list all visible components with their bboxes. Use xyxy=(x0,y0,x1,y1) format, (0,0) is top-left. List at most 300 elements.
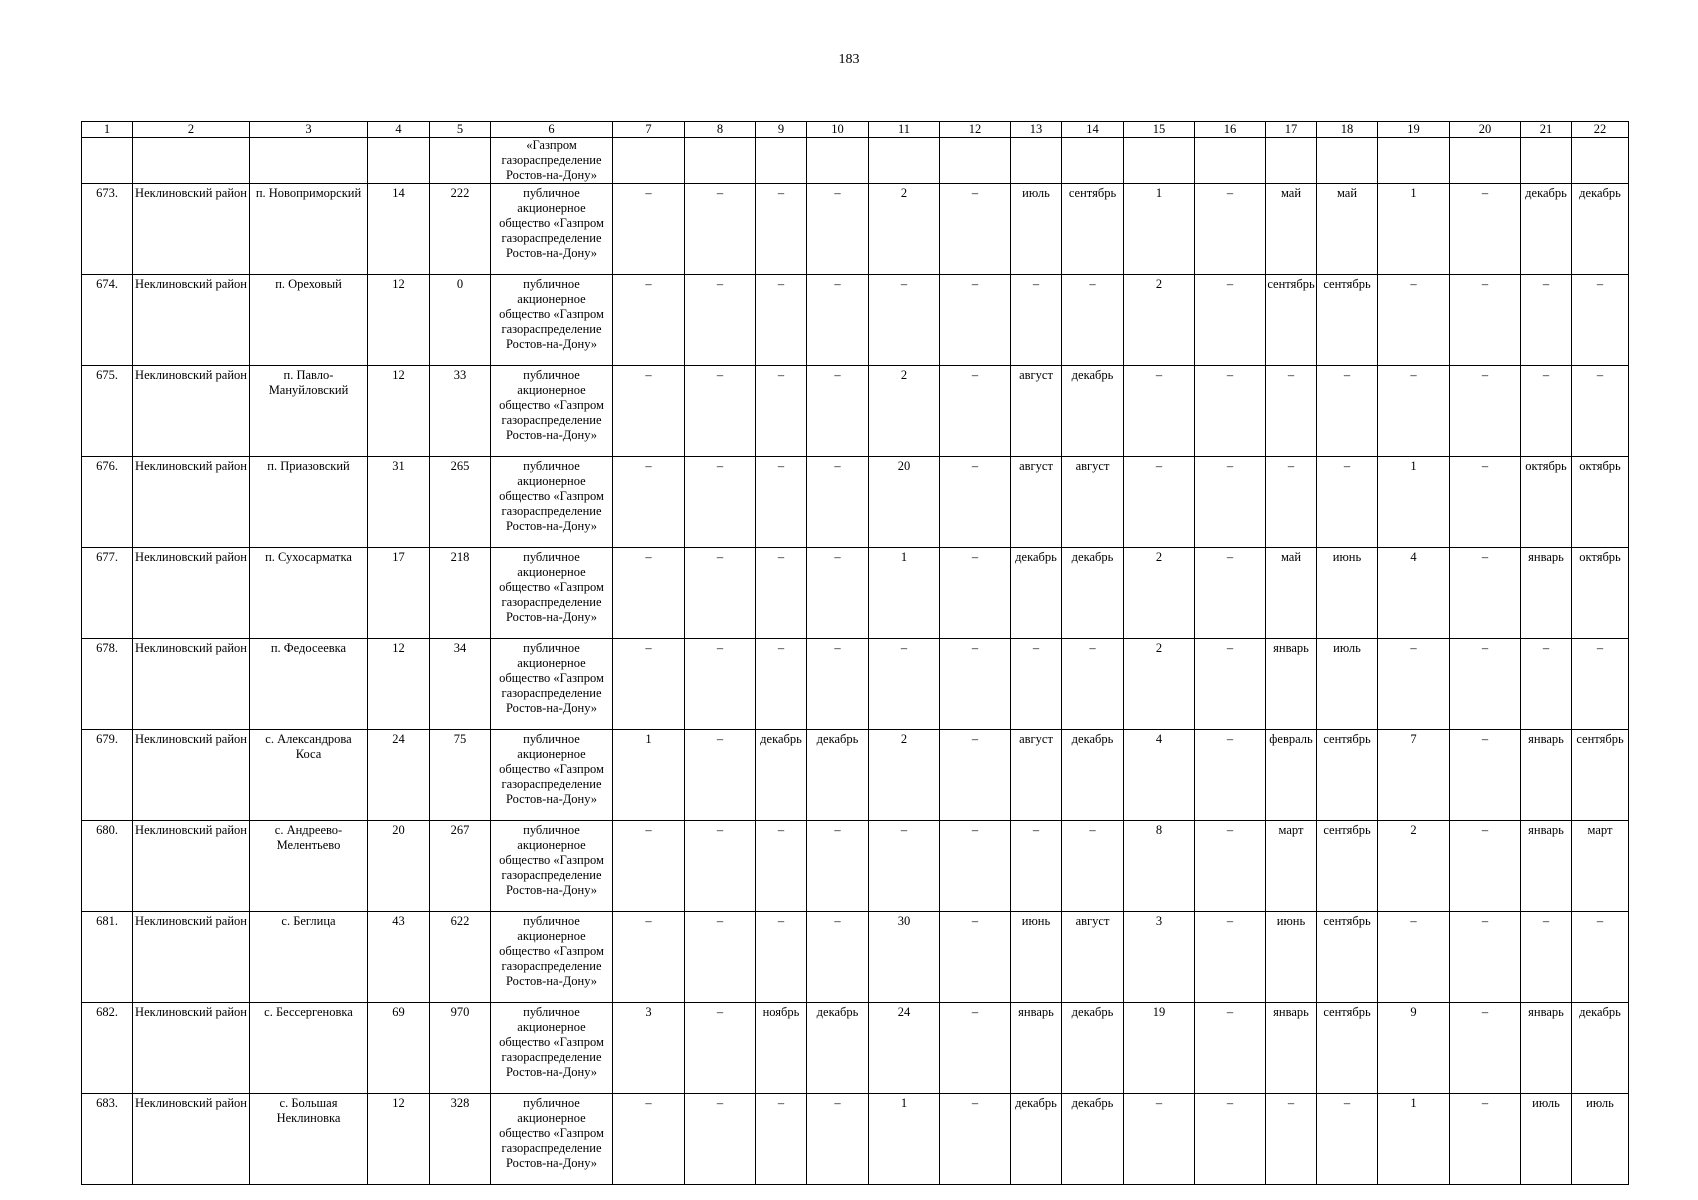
cell-value: – xyxy=(1317,366,1378,457)
cell-value: – xyxy=(1378,275,1450,366)
cell-value: – xyxy=(807,912,869,1003)
cell-value: – xyxy=(807,548,869,639)
cell-value: 2 xyxy=(1378,821,1450,912)
cell-value: – xyxy=(940,548,1011,639)
cell xyxy=(368,138,430,184)
cell-value: – xyxy=(685,730,756,821)
cell-value: – xyxy=(1266,457,1317,548)
cell-value: – xyxy=(685,366,756,457)
cell-value: декабрь xyxy=(1062,730,1124,821)
cell-value: – xyxy=(613,548,685,639)
cell-value: – xyxy=(756,548,807,639)
cell-value: март xyxy=(1266,821,1317,912)
column-number-cell: 20 xyxy=(1450,122,1521,138)
cell-value: 1 xyxy=(1378,457,1450,548)
table-row xyxy=(82,821,1629,912)
cell xyxy=(1521,138,1572,184)
cell-value: – xyxy=(940,912,1011,1003)
cell-value: 31 xyxy=(368,457,430,548)
cell-value: 1 xyxy=(1124,184,1195,275)
cell-value: – xyxy=(1572,912,1629,1003)
cell-value: декабрь xyxy=(1062,1003,1124,1094)
cell-index: 681. xyxy=(82,912,133,1003)
cell-value: декабрь xyxy=(1572,1003,1629,1094)
cell-organization: публичное акционерное общество «Газпром газораспределение Ростов-на-Дону» xyxy=(491,730,613,821)
cell-value: – xyxy=(1521,366,1572,457)
cell-value: – xyxy=(940,639,1011,730)
column-number-cell: 14 xyxy=(1062,122,1124,138)
cell-value: 20 xyxy=(869,457,940,548)
cell-value: – xyxy=(940,457,1011,548)
cell-value: – xyxy=(1521,639,1572,730)
cell-value: – xyxy=(756,821,807,912)
cell-value: – xyxy=(1450,548,1521,639)
cell-value: март xyxy=(1572,821,1629,912)
cell-settlement: с. Большая Неклиновка xyxy=(250,1094,368,1185)
cell-value: 20 xyxy=(368,821,430,912)
cell-index: 678. xyxy=(82,639,133,730)
table-row xyxy=(82,1003,1629,1094)
cell-value: – xyxy=(1450,1003,1521,1094)
cell-value: – xyxy=(613,821,685,912)
cell-value: 1 xyxy=(869,548,940,639)
cell-value: 30 xyxy=(869,912,940,1003)
column-number-cell: 15 xyxy=(1124,122,1195,138)
cell-value: 2 xyxy=(1124,639,1195,730)
cell-settlement: п. Сухосарматка xyxy=(250,548,368,639)
cell-value: 75 xyxy=(430,730,491,821)
cell xyxy=(133,138,250,184)
cell-value: – xyxy=(756,457,807,548)
cell-organization: публичное акционерное общество «Газпром газораспределение Ростов-на-Дону» xyxy=(491,1003,613,1094)
cell-value: – xyxy=(1195,184,1266,275)
cell-value: июль xyxy=(1317,639,1378,730)
cell xyxy=(1062,138,1124,184)
cell-organization: публичное акционерное общество «Газпром газораспределение Ростов-на-Дону» xyxy=(491,366,613,457)
cell-value: – xyxy=(1450,184,1521,275)
cell-index: 679. xyxy=(82,730,133,821)
cell xyxy=(756,138,807,184)
cell-value: – xyxy=(1572,639,1629,730)
cell xyxy=(807,138,869,184)
table-row xyxy=(82,912,1629,1003)
cell-value: – xyxy=(613,1094,685,1185)
cell-value: – xyxy=(869,821,940,912)
cell-value: – xyxy=(1062,275,1124,366)
cell-value: – xyxy=(685,275,756,366)
cell-value: – xyxy=(1062,821,1124,912)
cell-settlement: с. Беглица xyxy=(250,912,368,1003)
cell xyxy=(1378,138,1450,184)
gasification-schedule-table xyxy=(81,121,1629,1185)
cell xyxy=(1572,138,1629,184)
cell-value: 218 xyxy=(430,548,491,639)
cell xyxy=(613,138,685,184)
column-number-cell: 8 xyxy=(685,122,756,138)
cell-value: – xyxy=(1572,366,1629,457)
cell-value: – xyxy=(1317,1094,1378,1185)
cell-value: декабрь xyxy=(1062,548,1124,639)
cell-value: – xyxy=(1450,1094,1521,1185)
cell-value: – xyxy=(1195,366,1266,457)
column-number-cell: 19 xyxy=(1378,122,1450,138)
cell-value: – xyxy=(940,366,1011,457)
cell-value: январь xyxy=(1521,1003,1572,1094)
cell-value: – xyxy=(1124,457,1195,548)
table-row xyxy=(82,184,1629,275)
cell-value: 328 xyxy=(430,1094,491,1185)
cell-value: 3 xyxy=(613,1003,685,1094)
cell-value: 19 xyxy=(1124,1003,1195,1094)
cell xyxy=(1266,138,1317,184)
cell-settlement: с. Александрова Коса xyxy=(250,730,368,821)
table-row xyxy=(82,639,1629,730)
cell-value: август xyxy=(1011,457,1062,548)
column-number-cell: 7 xyxy=(613,122,685,138)
cell xyxy=(869,138,940,184)
cell-value: июль xyxy=(1572,1094,1629,1185)
cell-value: 2 xyxy=(869,366,940,457)
cell-value: 69 xyxy=(368,1003,430,1094)
cell-organization: публичное акционерное общество «Газпром газораспределение Ростов-на-Дону» xyxy=(491,548,613,639)
cell-value: 12 xyxy=(368,639,430,730)
cell-organization: публичное акционерное общество «Газпром газораспределение Ростов-на-Дону» xyxy=(491,821,613,912)
cell-value: – xyxy=(685,457,756,548)
cell-value: 7 xyxy=(1378,730,1450,821)
cell xyxy=(250,138,368,184)
cell-value: декабрь xyxy=(1521,184,1572,275)
cell xyxy=(1195,138,1266,184)
cell-value: август xyxy=(1011,366,1062,457)
cell-value: – xyxy=(1195,730,1266,821)
column-number-cell: 3 xyxy=(250,122,368,138)
cell-value: январь xyxy=(1266,1003,1317,1094)
cell-value: 24 xyxy=(869,1003,940,1094)
cell-value: – xyxy=(1124,1094,1195,1185)
cell-value: 970 xyxy=(430,1003,491,1094)
cell-value: – xyxy=(756,912,807,1003)
cell-organization: публичное акционерное общество «Газпром газораспределение Ростов-на-Дону» xyxy=(491,1094,613,1185)
cell-value: – xyxy=(1450,639,1521,730)
cell-value: 1 xyxy=(1378,1094,1450,1185)
cell-value: сентябрь xyxy=(1317,730,1378,821)
cell-value: – xyxy=(1195,548,1266,639)
cell-value: – xyxy=(1450,821,1521,912)
cell-value: сентябрь xyxy=(1266,275,1317,366)
cell-value: – xyxy=(1195,639,1266,730)
table-row xyxy=(82,366,1629,457)
table-row xyxy=(82,730,1629,821)
cell-value: июнь xyxy=(1011,912,1062,1003)
cell-value: – xyxy=(756,275,807,366)
cell-settlement: п. Ореховый xyxy=(250,275,368,366)
cell xyxy=(1011,138,1062,184)
column-number-cell: 5 xyxy=(430,122,491,138)
cell-district: Неклиновский район xyxy=(133,184,250,275)
cell-settlement: п. Федосеевка xyxy=(250,639,368,730)
cell-organization: «Газпром газораспределение Ростов-на-Дону» xyxy=(491,138,613,184)
cell-index: 675. xyxy=(82,366,133,457)
cell-index: 673. xyxy=(82,184,133,275)
cell-settlement: с. Андреево-Мелентьево xyxy=(250,821,368,912)
cell-value: декабрь xyxy=(1062,1094,1124,1185)
column-number-cell: 18 xyxy=(1317,122,1378,138)
cell-value: – xyxy=(613,639,685,730)
cell-organization: публичное акционерное общество «Газпром газораспределение Ростов-на-Дону» xyxy=(491,457,613,548)
cell-value: ноябрь xyxy=(756,1003,807,1094)
cell-value: июль xyxy=(1011,184,1062,275)
cell-value: – xyxy=(613,366,685,457)
cell-value: 43 xyxy=(368,912,430,1003)
cell-value: – xyxy=(613,912,685,1003)
cell-value: 0 xyxy=(430,275,491,366)
cell-value: 1 xyxy=(613,730,685,821)
cell-value: – xyxy=(1572,275,1629,366)
column-number-cell: 12 xyxy=(940,122,1011,138)
cell-value: январь xyxy=(1266,639,1317,730)
cell-district: Неклиновский район xyxy=(133,457,250,548)
cell-value: – xyxy=(869,275,940,366)
page-number: 183 xyxy=(838,52,860,67)
cell-value: – xyxy=(1195,1003,1266,1094)
cell-settlement: п. Павло-Мануйловский xyxy=(250,366,368,457)
cell-value: 267 xyxy=(430,821,491,912)
cell xyxy=(1317,138,1378,184)
cell-value: – xyxy=(1378,639,1450,730)
cell-value: – xyxy=(685,1003,756,1094)
cell-value: октябрь xyxy=(1521,457,1572,548)
cell-value: – xyxy=(1521,275,1572,366)
cell-value: 9 xyxy=(1378,1003,1450,1094)
cell-organization: публичное акционерное общество «Газпром газораспределение Ростов-на-Дону» xyxy=(491,184,613,275)
cell-value: – xyxy=(940,275,1011,366)
cell-value: декабрь xyxy=(807,1003,869,1094)
cell-value: август xyxy=(1011,730,1062,821)
cell-value: – xyxy=(807,184,869,275)
cell-value: сентябрь xyxy=(1317,912,1378,1003)
cell-value: – xyxy=(1011,639,1062,730)
cell-value: 17 xyxy=(368,548,430,639)
continuation-row xyxy=(82,138,1629,184)
cell-value: 33 xyxy=(430,366,491,457)
cell-organization: публичное акционерное общество «Газпром газораспределение Ростов-на-Дону» xyxy=(491,275,613,366)
cell-value: – xyxy=(756,366,807,457)
cell-organization: публичное акционерное общество «Газпром газораспределение Ростов-на-Дону» xyxy=(491,639,613,730)
cell-value: – xyxy=(756,184,807,275)
cell-value: 622 xyxy=(430,912,491,1003)
cell-value: 1 xyxy=(869,1094,940,1185)
cell-value: июнь xyxy=(1266,912,1317,1003)
cell-value: – xyxy=(1266,366,1317,457)
cell-value: – xyxy=(807,457,869,548)
cell-value: 222 xyxy=(430,184,491,275)
cell-value: – xyxy=(685,821,756,912)
cell-value: – xyxy=(685,639,756,730)
cell-value: январь xyxy=(1011,1003,1062,1094)
table-row xyxy=(82,275,1629,366)
cell-value: 265 xyxy=(430,457,491,548)
cell-district: Неклиновский район xyxy=(133,1003,250,1094)
cell-index: 682. xyxy=(82,1003,133,1094)
cell-value: – xyxy=(1062,639,1124,730)
cell-value: октябрь xyxy=(1572,457,1629,548)
cell-index: 676. xyxy=(82,457,133,548)
cell-value: – xyxy=(869,639,940,730)
cell-value: – xyxy=(1195,457,1266,548)
cell-value: май xyxy=(1317,184,1378,275)
cell-value: 3 xyxy=(1124,912,1195,1003)
column-number-cell: 21 xyxy=(1521,122,1572,138)
cell-value: – xyxy=(1521,912,1572,1003)
cell-value: – xyxy=(1124,366,1195,457)
cell-value: декабрь xyxy=(1572,184,1629,275)
cell-value: – xyxy=(613,457,685,548)
cell-value: декабрь xyxy=(1011,1094,1062,1185)
cell-value: июль xyxy=(1521,1094,1572,1185)
cell-value: – xyxy=(807,1094,869,1185)
cell-value: январь xyxy=(1521,821,1572,912)
cell-value: – xyxy=(685,548,756,639)
cell-value: декабрь xyxy=(1011,548,1062,639)
cell-value: 8 xyxy=(1124,821,1195,912)
cell-value: – xyxy=(1195,275,1266,366)
cell-district: Неклиновский район xyxy=(133,275,250,366)
cell-value: 2 xyxy=(869,184,940,275)
column-number-cell: 16 xyxy=(1195,122,1266,138)
column-number-cell: 10 xyxy=(807,122,869,138)
cell-value: – xyxy=(807,275,869,366)
cell-value: август xyxy=(1062,912,1124,1003)
cell-value: май xyxy=(1266,548,1317,639)
cell-index: 677. xyxy=(82,548,133,639)
cell-value: 2 xyxy=(1124,275,1195,366)
column-number-cell: 9 xyxy=(756,122,807,138)
cell-value: – xyxy=(807,366,869,457)
cell-value: декабрь xyxy=(756,730,807,821)
cell-value: – xyxy=(1450,366,1521,457)
column-number-cell: 2 xyxy=(133,122,250,138)
cell-value: сентябрь xyxy=(1062,184,1124,275)
column-number-cell: 6 xyxy=(491,122,613,138)
cell-district: Неклиновский район xyxy=(133,548,250,639)
column-number-row xyxy=(82,122,1629,138)
column-number-cell: 11 xyxy=(869,122,940,138)
cell-district: Неклиновский район xyxy=(133,821,250,912)
table-row xyxy=(82,548,1629,639)
cell-settlement: п. Приазовский xyxy=(250,457,368,548)
cell-value: – xyxy=(940,184,1011,275)
cell-value: 12 xyxy=(368,1094,430,1185)
cell-value: – xyxy=(1450,457,1521,548)
cell xyxy=(1124,138,1195,184)
cell-value: – xyxy=(1195,912,1266,1003)
cell-index: 683. xyxy=(82,1094,133,1185)
cell xyxy=(940,138,1011,184)
cell-value: 14 xyxy=(368,184,430,275)
cell-index: 674. xyxy=(82,275,133,366)
cell-value: – xyxy=(685,1094,756,1185)
cell-value: – xyxy=(756,639,807,730)
cell-value: – xyxy=(807,821,869,912)
cell-district: Неклиновский район xyxy=(133,912,250,1003)
cell-value: – xyxy=(1195,821,1266,912)
cell-settlement: п. Новоприморский xyxy=(250,184,368,275)
cell-value: сентябрь xyxy=(1317,275,1378,366)
cell-value: – xyxy=(1317,457,1378,548)
cell-value: 2 xyxy=(1124,548,1195,639)
column-number-cell: 22 xyxy=(1572,122,1629,138)
cell-value: – xyxy=(940,1003,1011,1094)
cell-value: – xyxy=(1266,1094,1317,1185)
cell-value: декабрь xyxy=(1062,366,1124,457)
column-number-cell: 13 xyxy=(1011,122,1062,138)
cell-value: сентябрь xyxy=(1317,1003,1378,1094)
cell-district: Неклиновский район xyxy=(133,639,250,730)
cell-value: – xyxy=(613,184,685,275)
cell-value: – xyxy=(1195,1094,1266,1185)
cell-index: 680. xyxy=(82,821,133,912)
cell-value: – xyxy=(1450,912,1521,1003)
cell-value: январь xyxy=(1521,548,1572,639)
cell-value: – xyxy=(940,730,1011,821)
column-number-cell: 17 xyxy=(1266,122,1317,138)
table-row xyxy=(82,1094,1629,1185)
cell-value: – xyxy=(1011,821,1062,912)
table-row xyxy=(82,457,1629,548)
cell-value: 4 xyxy=(1378,548,1450,639)
cell-value: май xyxy=(1266,184,1317,275)
cell-value: – xyxy=(685,912,756,1003)
cell-district: Неклиновский район xyxy=(133,1094,250,1185)
cell xyxy=(685,138,756,184)
cell-value: 12 xyxy=(368,275,430,366)
cell-value: – xyxy=(940,821,1011,912)
cell-value: июнь xyxy=(1317,548,1378,639)
cell-value: сентябрь xyxy=(1317,821,1378,912)
cell-district: Неклиновский район xyxy=(133,730,250,821)
cell-value: 4 xyxy=(1124,730,1195,821)
cell-value: – xyxy=(1378,912,1450,1003)
cell-value: декабрь xyxy=(807,730,869,821)
cell-organization: публичное акционерное общество «Газпром газораспределение Ростов-на-Дону» xyxy=(491,912,613,1003)
cell xyxy=(82,138,133,184)
cell-value: – xyxy=(1450,275,1521,366)
cell-value: – xyxy=(807,639,869,730)
cell-value: 12 xyxy=(368,366,430,457)
cell-value: – xyxy=(1450,730,1521,821)
cell-value: 24 xyxy=(368,730,430,821)
cell xyxy=(430,138,491,184)
cell-district: Неклиновский район xyxy=(133,366,250,457)
cell-value: – xyxy=(756,1094,807,1185)
column-number-cell: 1 xyxy=(82,122,133,138)
cell-value: 2 xyxy=(869,730,940,821)
cell xyxy=(1450,138,1521,184)
cell-value: – xyxy=(685,184,756,275)
cell-value: февраль xyxy=(1266,730,1317,821)
cell-value: – xyxy=(1011,275,1062,366)
cell-value: сентябрь xyxy=(1572,730,1629,821)
cell-value: – xyxy=(1378,366,1450,457)
cell-value: 1 xyxy=(1378,184,1450,275)
cell-value: октябрь xyxy=(1572,548,1629,639)
cell-value: – xyxy=(613,275,685,366)
cell-settlement: с. Бессергеновка xyxy=(250,1003,368,1094)
cell-value: январь xyxy=(1521,730,1572,821)
column-number-cell: 4 xyxy=(368,122,430,138)
cell-value: август xyxy=(1062,457,1124,548)
cell-value: 34 xyxy=(430,639,491,730)
